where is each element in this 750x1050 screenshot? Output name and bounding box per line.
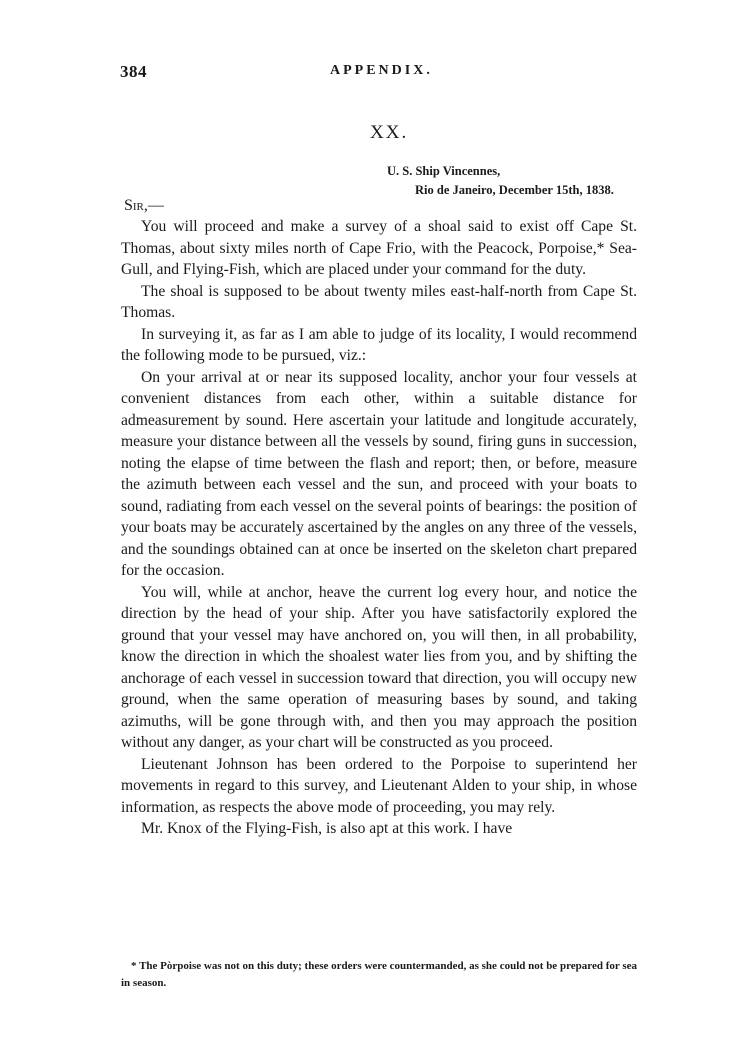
dateline-place-date: Rio de Janeiro, December 15th, 1838. [415,183,614,197]
footnote-mark: * [131,960,137,972]
footnote-text: The Pòrpoise was not on this duty; these orders were countermanded, as she could not be prepared for sea in season. [121,960,637,989]
paragraph: You will, while at anchor, heave the current log every hour, and notice the direction by the head of your ship. After you have satisfactorily explored the ground that your vessel may have anchored on, you will then, in all probability, know the direction in which the shoalest water lies from you, and by shifting the anchorage of each vessel in succession toward that direction, you will occupy new ground, when the same operation of measuring bases by sound, and taking azimuths, will be gone through with, and then you may approach the position without any danger, as your chart will be constructed as you proceed. [121,583,637,751]
paragraph: Lieutenant Johnson has been ordered to the Porpoise to superintend her movements in regard to this survey, and Lieutenant Alden to your ship, in whose information, as respects the above mode of proceeding, you may rely. [121,755,637,816]
page-number: 384 [120,62,147,81]
salutation: Sir,— [124,197,164,214]
paragraph: In surveying it, as far as I am able to judge of its locality, I would recommend the following mode to be pursued, viz.: [121,325,637,364]
dateline-ship: U. S. Ship Vincennes, [387,164,501,178]
running-head [120,62,640,84]
paragraph: Mr. Knox of the Flying-Fish, is also apt at this work. I have [141,820,513,837]
paragraph: You will proceed and make a survey of a shoal said to exist off Cape St. Thomas, about sixty miles north of Cape Frio, with the Peacock, Porpoise,* Sea-Gull, and Flying-Fish, which are placed under your command for the duty. [121,218,637,278]
running-title: APPENDIX. [330,63,433,78]
paragraph: On your arrival at or near its supposed locality, anchor your four vessels at convenient distances from each other, within a suitable distance for admeasurement by sound. Here ascertain your latitude and longitude accurately, measure your distance between all the vessels by sound, firing guns in succession, noting the elapse of time between the flash and report; then, or before, measure the azimuth between each vessel and the sun, and proceed with your boats to sound, radiating from each vessel on the several points of bearings: the position of your boats may be accurately ascertained by the angles on any three of the vessels, and the soundings obtained can at once be inserted on the skeleton chart prepared for the occasion. [121,368,637,579]
footnote [121,958,637,992]
section-number: XX. [370,122,409,143]
letter-body [121,216,637,840]
paragraph: The shoal is supposed to be about twenty miles east-half-north from Cape St. Thomas. [121,282,637,321]
